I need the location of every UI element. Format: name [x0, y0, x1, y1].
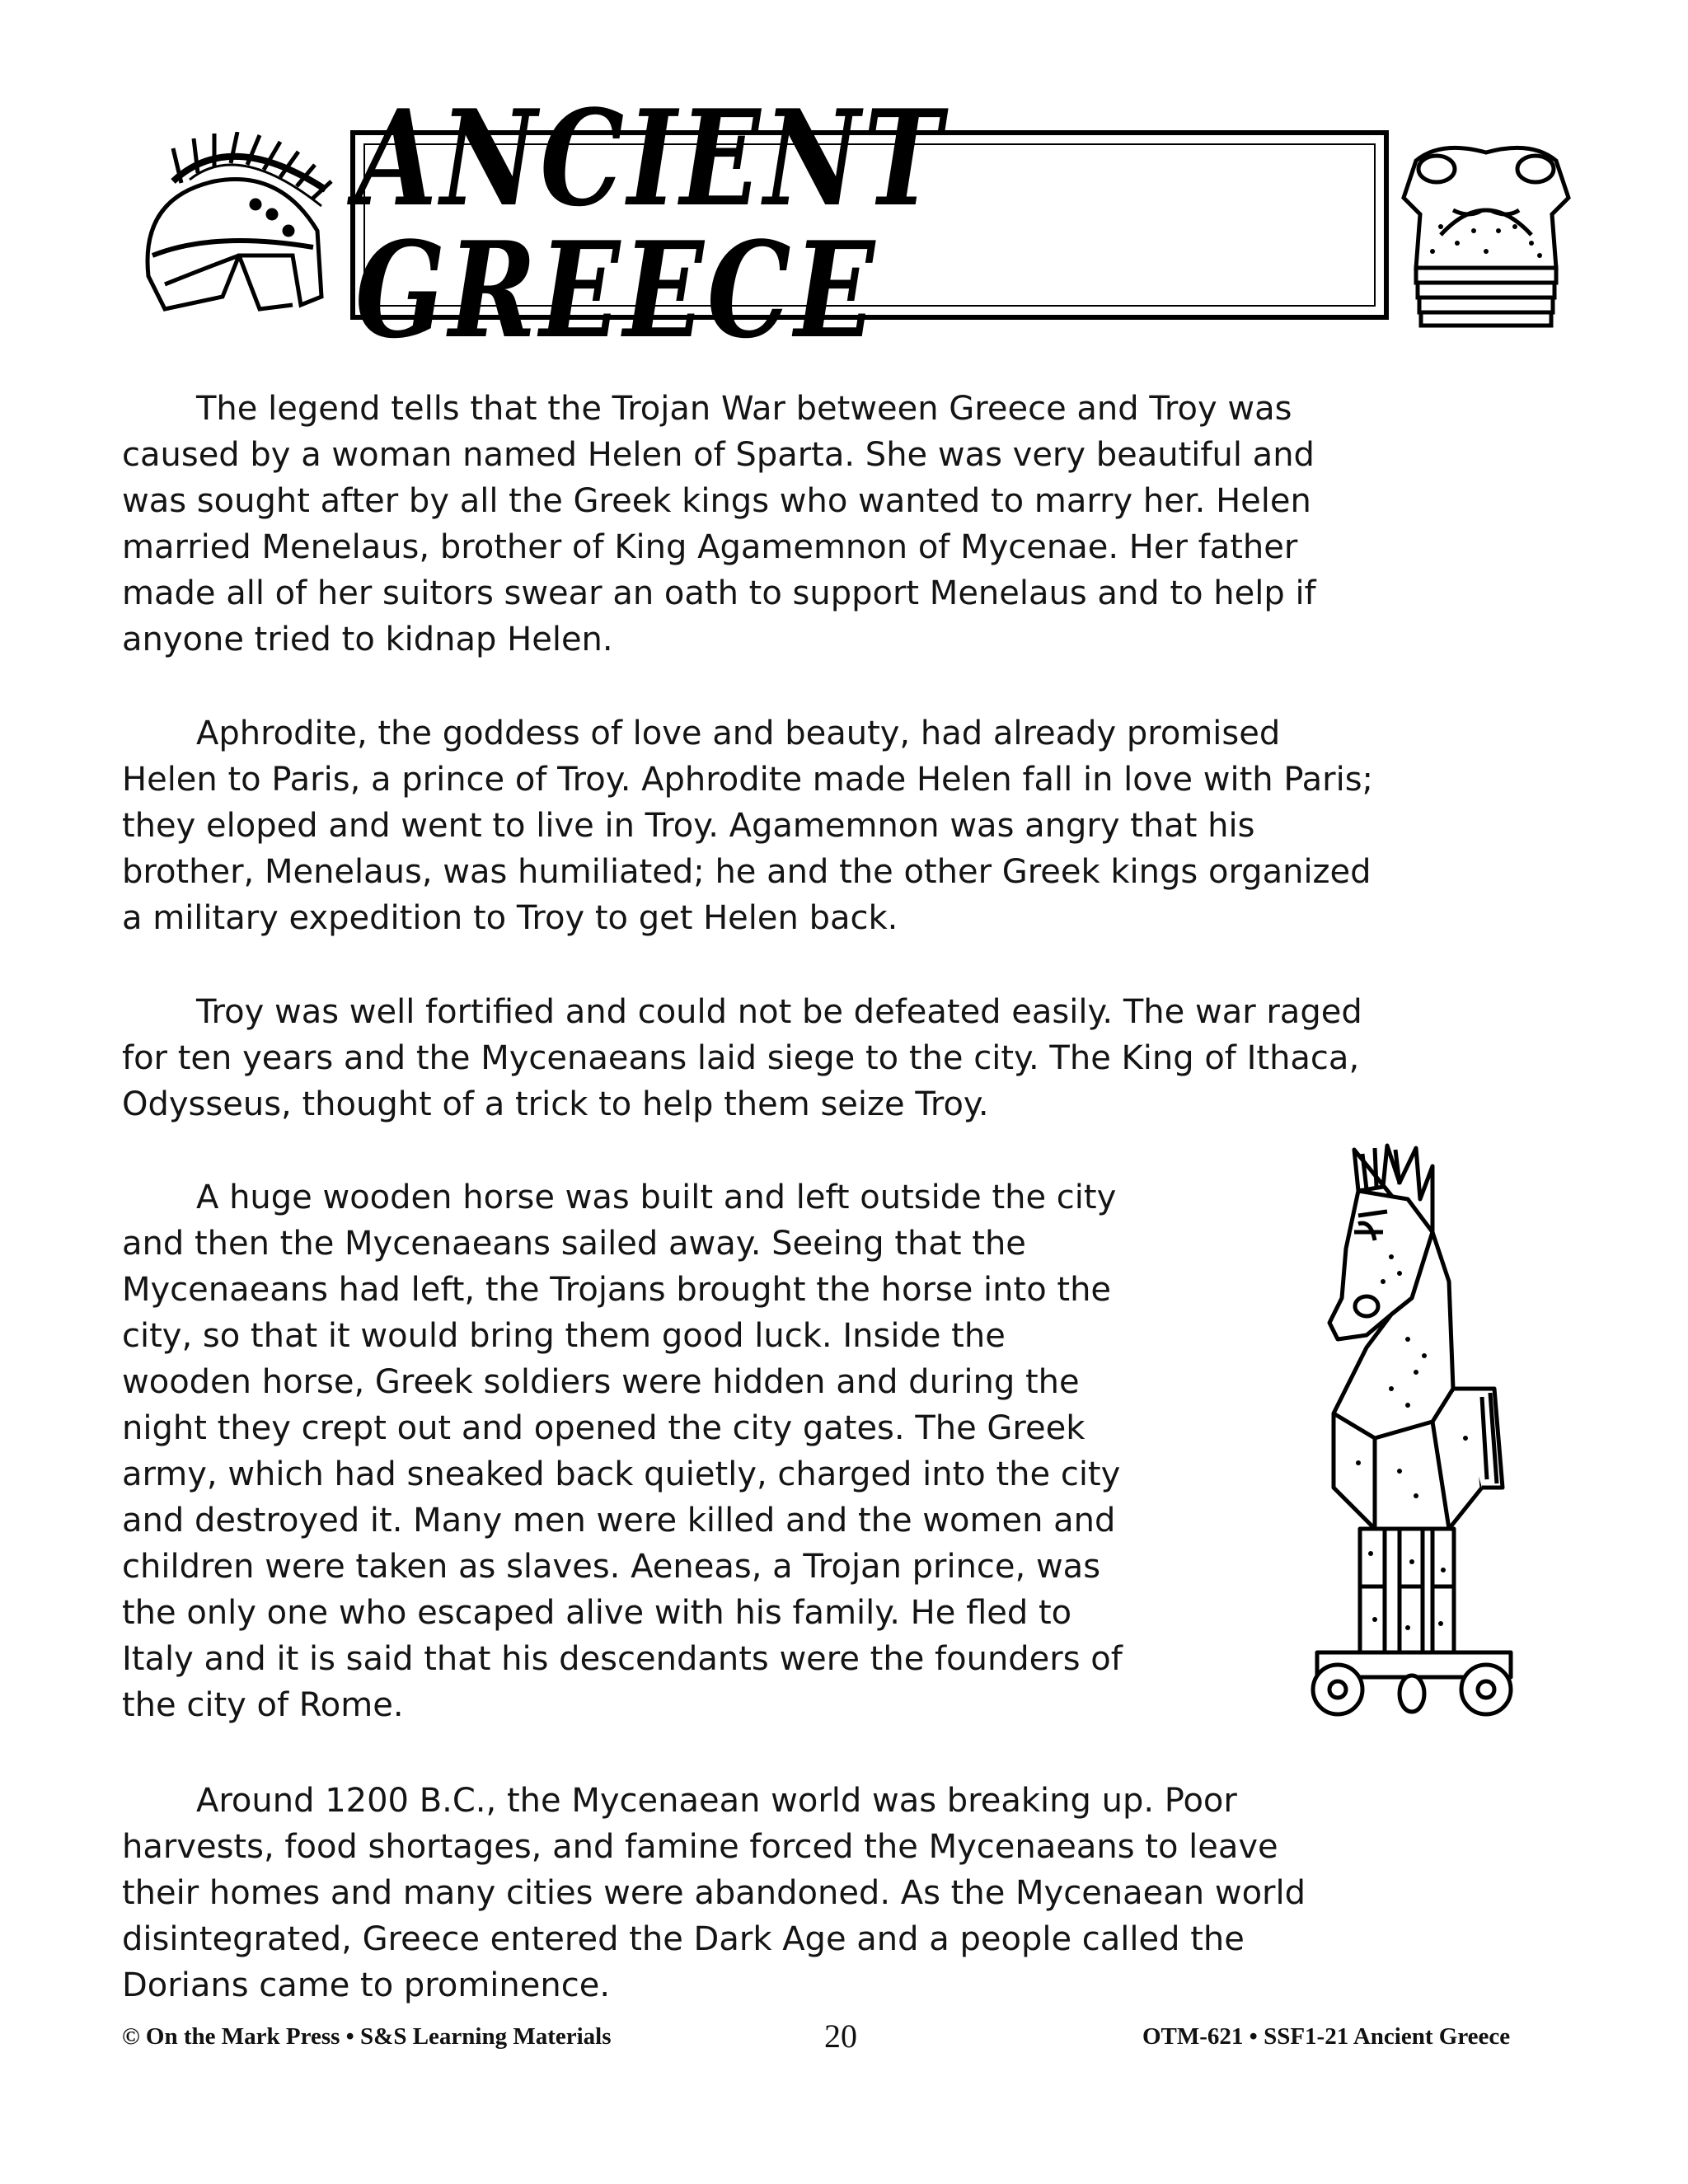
text-line: harvests, food shortages, and famine forced the Mycenaeans to leave [122, 1828, 1278, 1866]
text-line: Troy was well fortified and could not be defeated easily. The war raged [196, 993, 1362, 1031]
text-line: Dorians came to prominence. [122, 1966, 611, 2004]
text-line: Italy and it is said that his descendants were the founders of [122, 1640, 1123, 1678]
text-line: the only one who escaped alive with his family. He fled to [122, 1594, 1072, 1632]
paragraph-dark-age [122, 1778, 1306, 2008]
title-banner [350, 82, 1389, 368]
text-line: army, which had sneaked back quietly, charged into the city [122, 1455, 1121, 1493]
helmet-icon [115, 132, 346, 330]
page-number: 20 [824, 2018, 857, 2055]
text-line: caused by a woman named Helen of Sparta. She was very beautiful and [122, 436, 1315, 474]
text-line: children were taken as slaves. Aeneas, a Trojan prince, was [122, 1548, 1101, 1586]
text-line: night they crept out and opened the city gates. The Greek [122, 1409, 1085, 1447]
text-line: The legend tells that the Trojan War between Greece and Troy was [196, 390, 1292, 428]
footer-series: OTM-621 • SSF1-21 Ancient Greece [1142, 2023, 1511, 2050]
text-line: wooden horse, Greek soldiers were hidden and during the [122, 1363, 1080, 1401]
text-line: they eloped and went to live in Troy. Agamemnon was angry that his [122, 807, 1255, 845]
text-line: and then the Mycenaeans sailed away. Seeing that the [122, 1225, 1026, 1263]
text-line: city, so that it would bring them good luck. Inside the [122, 1317, 1006, 1355]
text-line: made all of her suitors swear an oath to support Menelaus and to help if [122, 574, 1316, 612]
text-line: anyone tried to kidnap Helen. [122, 621, 613, 658]
text-line: for ten years and the Mycenaeans laid siege to the city. The King of Ithaca, [122, 1039, 1360, 1077]
text-line: a military expedition to Troy to get Helen back. [122, 899, 898, 937]
paragraph-siege-of-troy [122, 989, 1362, 1127]
text-line: A huge wooden horse was built and left outside the city [196, 1179, 1117, 1216]
paragraph-trojan-war-cause [122, 386, 1316, 663]
text-line: was sought after by all the Greek kings who wanted to marry her. Helen [122, 482, 1311, 520]
footer-publisher: © On the Mark Press • S&S Learning Materials [122, 2023, 612, 2050]
text-line: Mycenaeans had left, the Trojans brought the horse into the [122, 1271, 1112, 1309]
text-line: brother, Menelaus, was humiliated; he and the other Greek kings organized [122, 853, 1372, 891]
armor-icon [1391, 136, 1581, 330]
text-line: the city of Rome. [122, 1686, 404, 1724]
text-line: Helen to Paris, a prince of Troy. Aphrodite made Helen fall in love with Paris; [122, 761, 1374, 799]
text-line: disintegrated, Greece entered the Dark Age and a people called the [122, 1920, 1245, 1958]
text-line: Odysseus, thought of a trick to help them seize Troy. [122, 1085, 989, 1123]
text-line: Around 1200 B.C., the Mycenaean world was breaking up. Poor [196, 1782, 1237, 1820]
page-footer [0, 2018, 1688, 2073]
paragraph-aphrodite [122, 710, 1373, 941]
paragraph-wooden-horse [122, 1174, 1123, 1728]
text-line: Aphrodite, the goddess of love and beauty, had already promised [196, 715, 1281, 752]
text-line: married Menelaus, brother of King Agamemnon of Mycenae. Her father [122, 528, 1298, 566]
trojan-horse-icon [1309, 1141, 1519, 1735]
page-title: ANCIENT GREECE [355, 82, 945, 368]
text-line: their homes and many cities were abandoned. As the Mycenaean world [122, 1874, 1306, 1912]
text-line: and destroyed it. Many men were killed and the women and [122, 1502, 1116, 1540]
